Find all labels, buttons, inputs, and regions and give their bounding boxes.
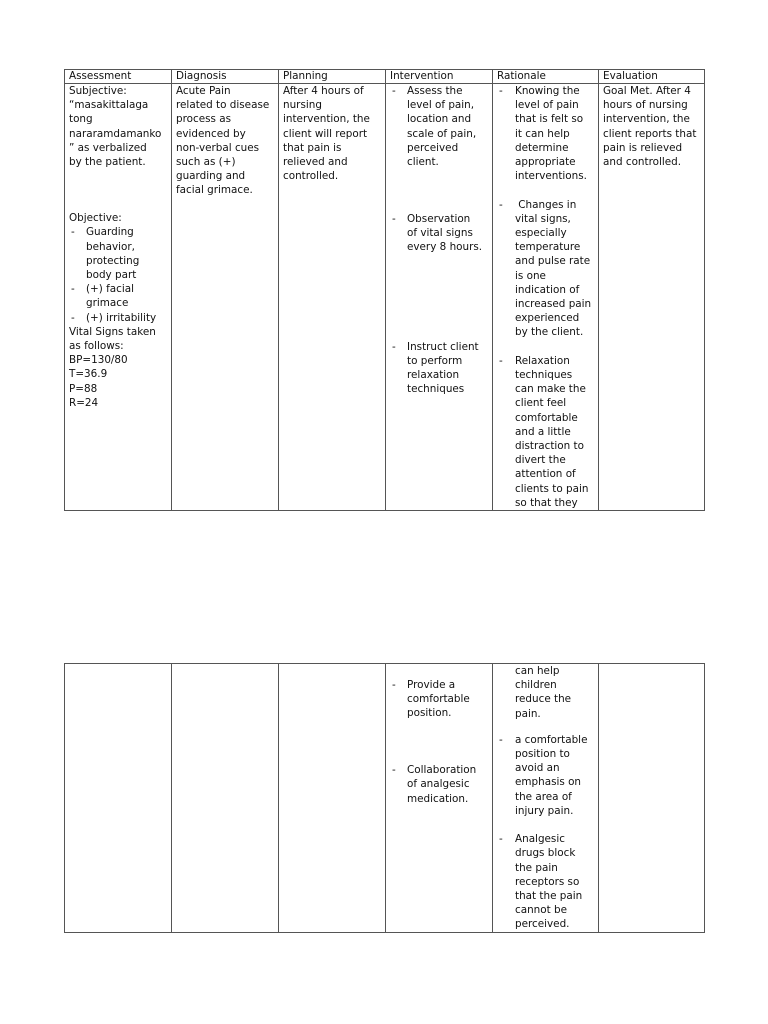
spacer: [497, 818, 594, 832]
text-line: every 8 hours.: [407, 241, 483, 254]
text-line: body part: [86, 269, 137, 282]
text-line: such as (+): [176, 156, 236, 169]
text-line: temperature: [515, 241, 581, 254]
rationale-list: [497, 733, 594, 932]
header-assessment: Assessment: [65, 70, 172, 84]
objective-list: [69, 225, 167, 324]
text-line: Subjective:: [69, 85, 127, 97]
evaluation-cell: [599, 664, 705, 933]
text-line: client reports that: [603, 127, 697, 140]
list-item: [390, 340, 488, 397]
vital-signs-block: [69, 325, 167, 410]
text-line: - Observation: [407, 212, 471, 225]
text-line: drugs block: [515, 847, 576, 860]
text-line: tong: [69, 113, 93, 126]
text-line: Goal Met. After 4: [603, 85, 691, 97]
header-intervention: Intervention: [386, 70, 493, 84]
text-line: by the client.: [515, 326, 584, 339]
text-line: intervention, the: [603, 113, 690, 126]
text-line: that is felt so: [515, 113, 584, 126]
text-line: position to: [515, 748, 570, 761]
intervention-cell: [386, 84, 493, 511]
text-line: - a comfortable: [515, 733, 588, 746]
text-line: and controlled.: [603, 156, 682, 169]
text-line: techniques: [515, 369, 573, 382]
list-item: [497, 733, 594, 818]
header-diagnosis: Diagnosis: [172, 70, 279, 84]
text-line: process as: [176, 113, 232, 126]
diagnosis-text: [176, 84, 274, 198]
spacer: [497, 183, 594, 197]
rationale-cell: [493, 84, 599, 511]
text-line: pain is relieved: [603, 141, 683, 154]
header-planning: Planning: [279, 70, 386, 84]
text-line: related to disease: [176, 99, 270, 112]
text-line: divert the: [515, 454, 566, 467]
text-line: to perform: [407, 354, 463, 367]
text-line: - Knowing the: [515, 85, 580, 97]
list-item: [69, 225, 167, 282]
text-line: evidenced by: [176, 127, 246, 140]
rationale-cell: [493, 664, 599, 933]
text-line: reduce the: [515, 693, 572, 706]
care-plan-table-page2: [64, 663, 705, 933]
spacer: [390, 169, 488, 212]
text-line: distraction to: [515, 440, 584, 453]
text-line: ” as verbalized: [69, 141, 147, 154]
planning-cell: [279, 84, 386, 511]
text-line: interventions.: [515, 170, 587, 183]
text-line: relieved and: [283, 156, 348, 169]
text-line: level of pain: [515, 99, 579, 112]
text-line: non-verbal cues: [176, 141, 260, 154]
care-plan-table-page1: [64, 69, 705, 511]
text-line: cannot be: [515, 904, 567, 917]
intervention-list: [390, 84, 488, 396]
header-row: [65, 70, 705, 84]
text-line: “masakittalaga: [69, 99, 149, 112]
text-line: that pain is: [283, 141, 342, 154]
rationale-continuation: [497, 664, 594, 721]
list-item: [497, 832, 594, 931]
text-line: receptors so: [515, 875, 580, 888]
text-line: pain.: [515, 707, 541, 720]
text-line: location and: [407, 113, 472, 126]
text-line: - Instruct client: [407, 340, 479, 353]
text-line: perceived: [407, 141, 459, 154]
text-line: of analgesic: [407, 778, 470, 791]
text-line: comfortable: [515, 411, 578, 424]
text-line: T=36.9: [69, 368, 108, 381]
list-item: [390, 212, 488, 255]
list-item: [390, 678, 488, 721]
table-row: [65, 84, 705, 511]
text-line: hours of nursing: [603, 99, 688, 112]
text-line: guarding and: [176, 170, 246, 183]
planning-cell: [279, 664, 386, 933]
text-line: can help: [515, 665, 560, 677]
text-line: - Assess the: [407, 85, 463, 97]
spacer: [497, 340, 594, 354]
evaluation-cell: [599, 84, 705, 511]
list-item: [69, 311, 167, 325]
text-line: - (+) facial: [86, 283, 134, 296]
text-line: vital signs,: [515, 212, 571, 225]
list-item: [390, 763, 488, 806]
subjective-block: [69, 84, 167, 169]
text-line: injury pain.: [515, 804, 574, 817]
intervention-list: [390, 678, 488, 806]
spacer: [390, 721, 488, 764]
text-line: it can help: [515, 127, 570, 140]
text-line: - Provide a: [407, 679, 456, 691]
text-line: After 4 hours of: [283, 85, 364, 97]
text-line: determine: [515, 141, 569, 154]
list-item: [69, 282, 167, 310]
list-item: [497, 84, 594, 183]
text-line: especially: [515, 227, 567, 240]
text-line: controlled.: [283, 170, 339, 183]
text-line: as follows:: [69, 340, 124, 353]
text-line: R=24: [69, 396, 99, 409]
intervention-cell: [386, 664, 493, 933]
text-line: of vital signs: [407, 227, 473, 240]
text-line: - (+) irritability: [86, 311, 157, 324]
text-line: client will report: [283, 127, 368, 140]
text-line: experienced: [515, 312, 580, 325]
list-item: [497, 354, 594, 510]
header-evaluation: Evaluation: [599, 70, 705, 84]
text-line: can make the: [515, 383, 586, 396]
text-line: the area of: [515, 790, 572, 803]
text-line: the pain: [515, 861, 558, 874]
text-line: - Guarding: [86, 226, 134, 239]
diagnosis-cell: [172, 664, 279, 933]
text-line: avoid an: [515, 762, 560, 775]
text-line: emphasis on: [515, 776, 582, 789]
text-line: grimace: [86, 297, 129, 310]
text-line: protecting: [86, 254, 140, 267]
text-line: and a little: [515, 425, 571, 438]
evaluation-text: [603, 84, 700, 169]
text-line: Vital Signs taken: [69, 325, 156, 338]
text-line: - Relaxation: [515, 354, 570, 367]
table-row: [65, 664, 705, 933]
text-line: client.: [407, 156, 439, 169]
text-line: intervention, the: [283, 113, 370, 126]
text-line: - Changes in: [515, 198, 577, 211]
text-line: nararamdamanko: [69, 127, 162, 140]
planning-text: [283, 84, 381, 183]
text-line: behavior,: [86, 240, 135, 253]
text-line: level of pain,: [407, 99, 475, 112]
text-line: facial grimace.: [176, 184, 253, 197]
text-line: BP=130/80: [69, 354, 128, 367]
list-item: [390, 84, 488, 169]
spacer: [390, 254, 488, 339]
text-line: scale of pain,: [407, 127, 477, 140]
objective-label: Objective:: [69, 212, 122, 225]
text-line: clients to pain: [515, 482, 589, 495]
text-line: indication of: [515, 283, 580, 296]
text-line: client feel: [515, 397, 567, 410]
text-line: medication.: [407, 792, 469, 805]
text-line: perceived.: [515, 918, 570, 931]
text-line: - Analgesic: [515, 833, 565, 846]
text-line: appropriate: [515, 156, 576, 169]
text-line: is one: [515, 269, 546, 282]
text-line: and pulse rate: [515, 255, 591, 268]
text-line: by the patient.: [69, 156, 146, 169]
list-item: [497, 198, 594, 340]
header-rationale: Rationale: [493, 70, 599, 84]
diagnosis-cell: [172, 84, 279, 511]
text-line: position.: [407, 707, 452, 720]
text-line: attention of: [515, 468, 576, 481]
text-line: increased pain: [515, 298, 592, 311]
assessment-cell: [65, 664, 172, 933]
text-line: comfortable: [407, 693, 470, 706]
text-line: Acute Pain: [176, 85, 231, 97]
text-line: techniques: [407, 383, 465, 396]
rationale-list: [497, 84, 594, 510]
text-line: P=88: [69, 382, 98, 395]
assessment-cell: [65, 84, 172, 511]
text-line: so that they: [515, 496, 578, 509]
text-line: nursing: [283, 99, 322, 112]
text-line: relaxation: [407, 369, 460, 382]
text-line: that the pain: [515, 890, 583, 903]
text-line: - Collaboration: [407, 764, 477, 777]
text-line: children: [515, 679, 557, 692]
